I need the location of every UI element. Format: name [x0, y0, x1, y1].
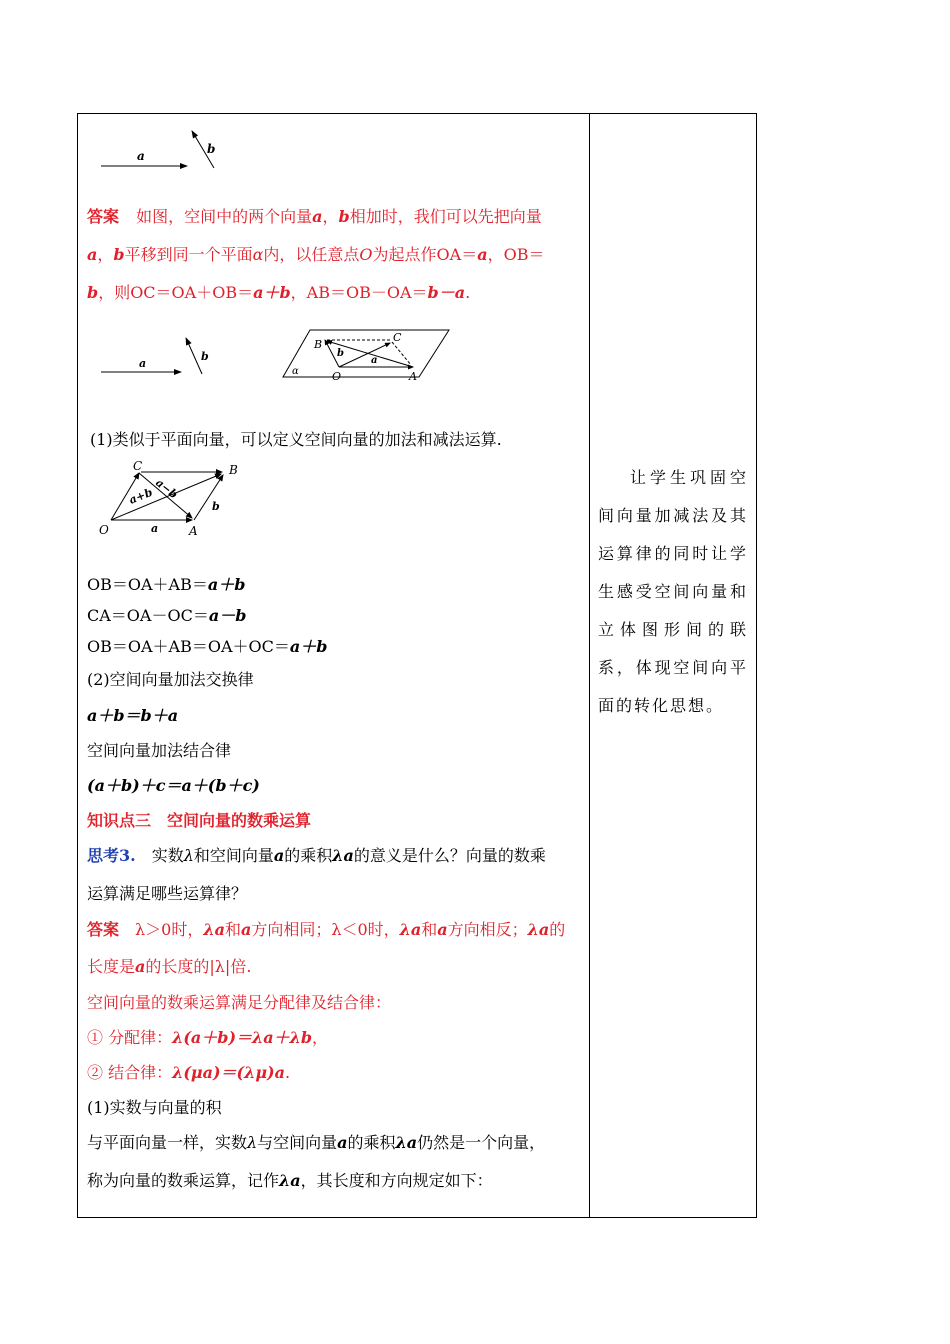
answer2-l1-lama3: λa: [527, 920, 550, 939]
fig2-label-b: b: [201, 350, 209, 363]
column-divider: [589, 114, 590, 1217]
answer1-l2-O: O: [359, 245, 373, 264]
answer1-label: 答案: [87, 207, 120, 226]
fig2-label-a: a: [139, 357, 147, 370]
answer2-l1-b: 和: [224, 920, 241, 939]
vector-figure-1: [89, 124, 229, 184]
answer2-line1: [87, 917, 565, 940]
answer1-line2: [87, 242, 545, 265]
answer2-l2-va: a: [135, 957, 146, 976]
p5-a: a: [337, 1133, 348, 1152]
parallelogram-figure: [89, 458, 249, 543]
think3-label: 思考3.: [87, 846, 136, 865]
p5-t2: 与空间向量: [257, 1133, 338, 1152]
answer1-l2-b: b: [113, 245, 125, 264]
answer2-line4: [87, 1025, 328, 1048]
answer2-line2: [87, 954, 251, 977]
para-label-C: C: [133, 459, 143, 473]
equation-3-expr: a＋b: [289, 637, 328, 656]
paragraph-scalar-def2: [87, 1168, 493, 1191]
answer1-l2-a2: a: [477, 245, 488, 264]
para-label-A: A: [189, 524, 198, 538]
answer1-l2-a: a: [87, 245, 98, 264]
answer1-l3-bma: b－a: [427, 283, 466, 302]
answer1-l1-rest: 相加时，我们可以先把向量: [349, 207, 542, 226]
answer1-l2-text4: ，OB＝: [487, 245, 545, 264]
think3-t2: 和空间向量: [193, 846, 274, 865]
para-label-amb: a−b: [153, 476, 181, 502]
paragraph-scalar-def1: [87, 1130, 545, 1153]
distributive-law: λ(a＋b)＝λa＋λb: [172, 1028, 313, 1047]
plane-label-A: A: [409, 370, 417, 383]
answer2-l1-a: λ＞0时，: [119, 920, 204, 939]
answer1-line3: [87, 280, 470, 303]
answer2-l2-a: 长度是: [87, 957, 136, 976]
vector-figure-2: [89, 324, 459, 384]
answer1-l3-end: .: [465, 283, 471, 302]
equation-3: [87, 634, 327, 657]
paragraph-addition: (1)类似于平面向量，可以定义空间向量的加法和减法运算.: [90, 430, 502, 449]
p5-lambda-a: λa: [395, 1133, 418, 1152]
p5-t1: 与平面向量一样，实数: [87, 1133, 248, 1152]
answer2-l4-a: ① 分配律：: [87, 1028, 173, 1047]
think3-line2: 运算满足哪些运算律？: [87, 884, 248, 903]
equation-1-expr: a＋b: [207, 575, 246, 594]
answer1-l1-b: b: [338, 207, 350, 226]
answer1-l2-text3: 为起点作OA＝: [372, 245, 478, 264]
answer1-line1: [87, 204, 542, 227]
p6-t1: 称为向量的数乘运算，记作: [87, 1171, 280, 1190]
think3-t3: 的乘积: [284, 846, 333, 865]
answer2-l1-va: a: [240, 920, 252, 939]
plane-label-a: a: [371, 355, 378, 366]
para-label-b: b: [212, 500, 220, 513]
equation-2: [87, 603, 246, 626]
p5-lambda: λ: [247, 1133, 258, 1152]
answer2-l5-a: ② 结合律：: [87, 1063, 173, 1082]
answer2-l2-b: 的长度的|λ|倍.: [145, 957, 252, 976]
lesson-table: [77, 113, 757, 1218]
para-label-B: B: [229, 463, 238, 477]
answer1-l2-text2: 内，以任意点: [263, 245, 360, 264]
think3-a: a: [273, 846, 285, 865]
p6-lambda-a: λa: [279, 1171, 301, 1190]
equation-1: [87, 572, 245, 595]
answer2-l5-end: .: [284, 1063, 291, 1082]
think3-line1: [87, 843, 546, 866]
associative-law: (a＋b)＋c＝a＋(b＋c): [87, 776, 260, 795]
answer2-l1-lama: λa: [203, 920, 225, 939]
equation-2-expr: a－b: [208, 606, 247, 625]
equation-1-text: OB＝OA＋AB＝: [87, 575, 208, 594]
answer1-l2-comma: ，: [97, 245, 114, 264]
equation-2-text: CA＝OA－OC＝: [87, 606, 209, 625]
answer2-l1-d: 和: [421, 920, 438, 939]
knowledge-point-3-heading: 知识点三 空间向量的数乘运算: [87, 811, 312, 830]
p5-t4: 仍然是一个向量，: [417, 1133, 546, 1152]
answer1-l1-a: a: [312, 207, 323, 226]
teaching-intent-note: 让学生巩固空间向量加减法及其运算律的同时让学生感受空间向量和立体图形间的联系，体现空间向平面的转化思想。: [598, 468, 748, 715]
answer1-l1-text: 如图，空间中的两个向量: [136, 207, 313, 226]
answer1-l2-text1: 平移到同一个平面: [124, 245, 253, 264]
paragraph-associative: 空间向量加法结合律: [87, 741, 232, 760]
plane-label-O: O: [332, 370, 342, 383]
para-label-apb: a+b: [127, 485, 155, 507]
think3-t4: 的意义是什么？向量的数乘: [353, 846, 546, 865]
answer2-l1-e: 方向相反；: [447, 920, 528, 939]
answer1-l3-apb: a＋b: [253, 283, 291, 302]
answer1-l1-comma: ，: [322, 207, 339, 226]
plane-label-alpha: α: [292, 366, 299, 377]
p6-t2: ，其长度和方向规定如下：: [300, 1171, 493, 1190]
answer2-line3: 空间向量的数乘运算满足分配律及结合律：: [87, 993, 392, 1012]
answer2-l1-c: 方向相同；λ＜0时，: [251, 920, 400, 939]
answer1-l3-text1: ，则OC＝OA＋OB＝: [98, 283, 254, 302]
answer2-l1-lama2: λa: [399, 920, 422, 939]
answer2-label: 答案: [87, 920, 120, 939]
answer2-l1-f: 的: [549, 920, 566, 939]
para-label-O: O: [99, 523, 109, 537]
think3-t1: 实数: [135, 846, 184, 865]
p5-t3: 的乘积: [347, 1133, 396, 1152]
para-label-a: a: [151, 522, 159, 535]
associative-scalar-law: λ(μa)＝(λμ)a: [172, 1063, 285, 1082]
think3-lambda-a: λa: [332, 846, 354, 865]
paragraph-commutative: (2)空间向量加法交换律: [87, 670, 254, 689]
paragraph-scalar-product: (1)实数与向量的积: [87, 1098, 222, 1117]
answer1-l2-alpha: α: [252, 245, 264, 264]
plane-label-B: B: [314, 338, 323, 351]
plane-label-C: C: [393, 331, 402, 344]
fig1-label-b: b: [207, 142, 216, 156]
answer2-l1-va2: a: [437, 920, 448, 939]
answer2-l4-end: ，: [312, 1028, 329, 1047]
think3-lambda: λ: [183, 846, 194, 865]
answer2-line5: [87, 1060, 290, 1083]
plane-label-b: b: [337, 348, 344, 359]
answer1-l3-text2: ，AB＝OB－OA＝: [290, 283, 428, 302]
commutative-law: a＋b＝b＋a: [87, 706, 179, 725]
fig1-label-a: a: [137, 149, 145, 163]
answer1-l3-b: b: [87, 283, 99, 302]
equation-3-text: OB＝OA＋AB＝OA＋OC＝: [87, 637, 290, 656]
